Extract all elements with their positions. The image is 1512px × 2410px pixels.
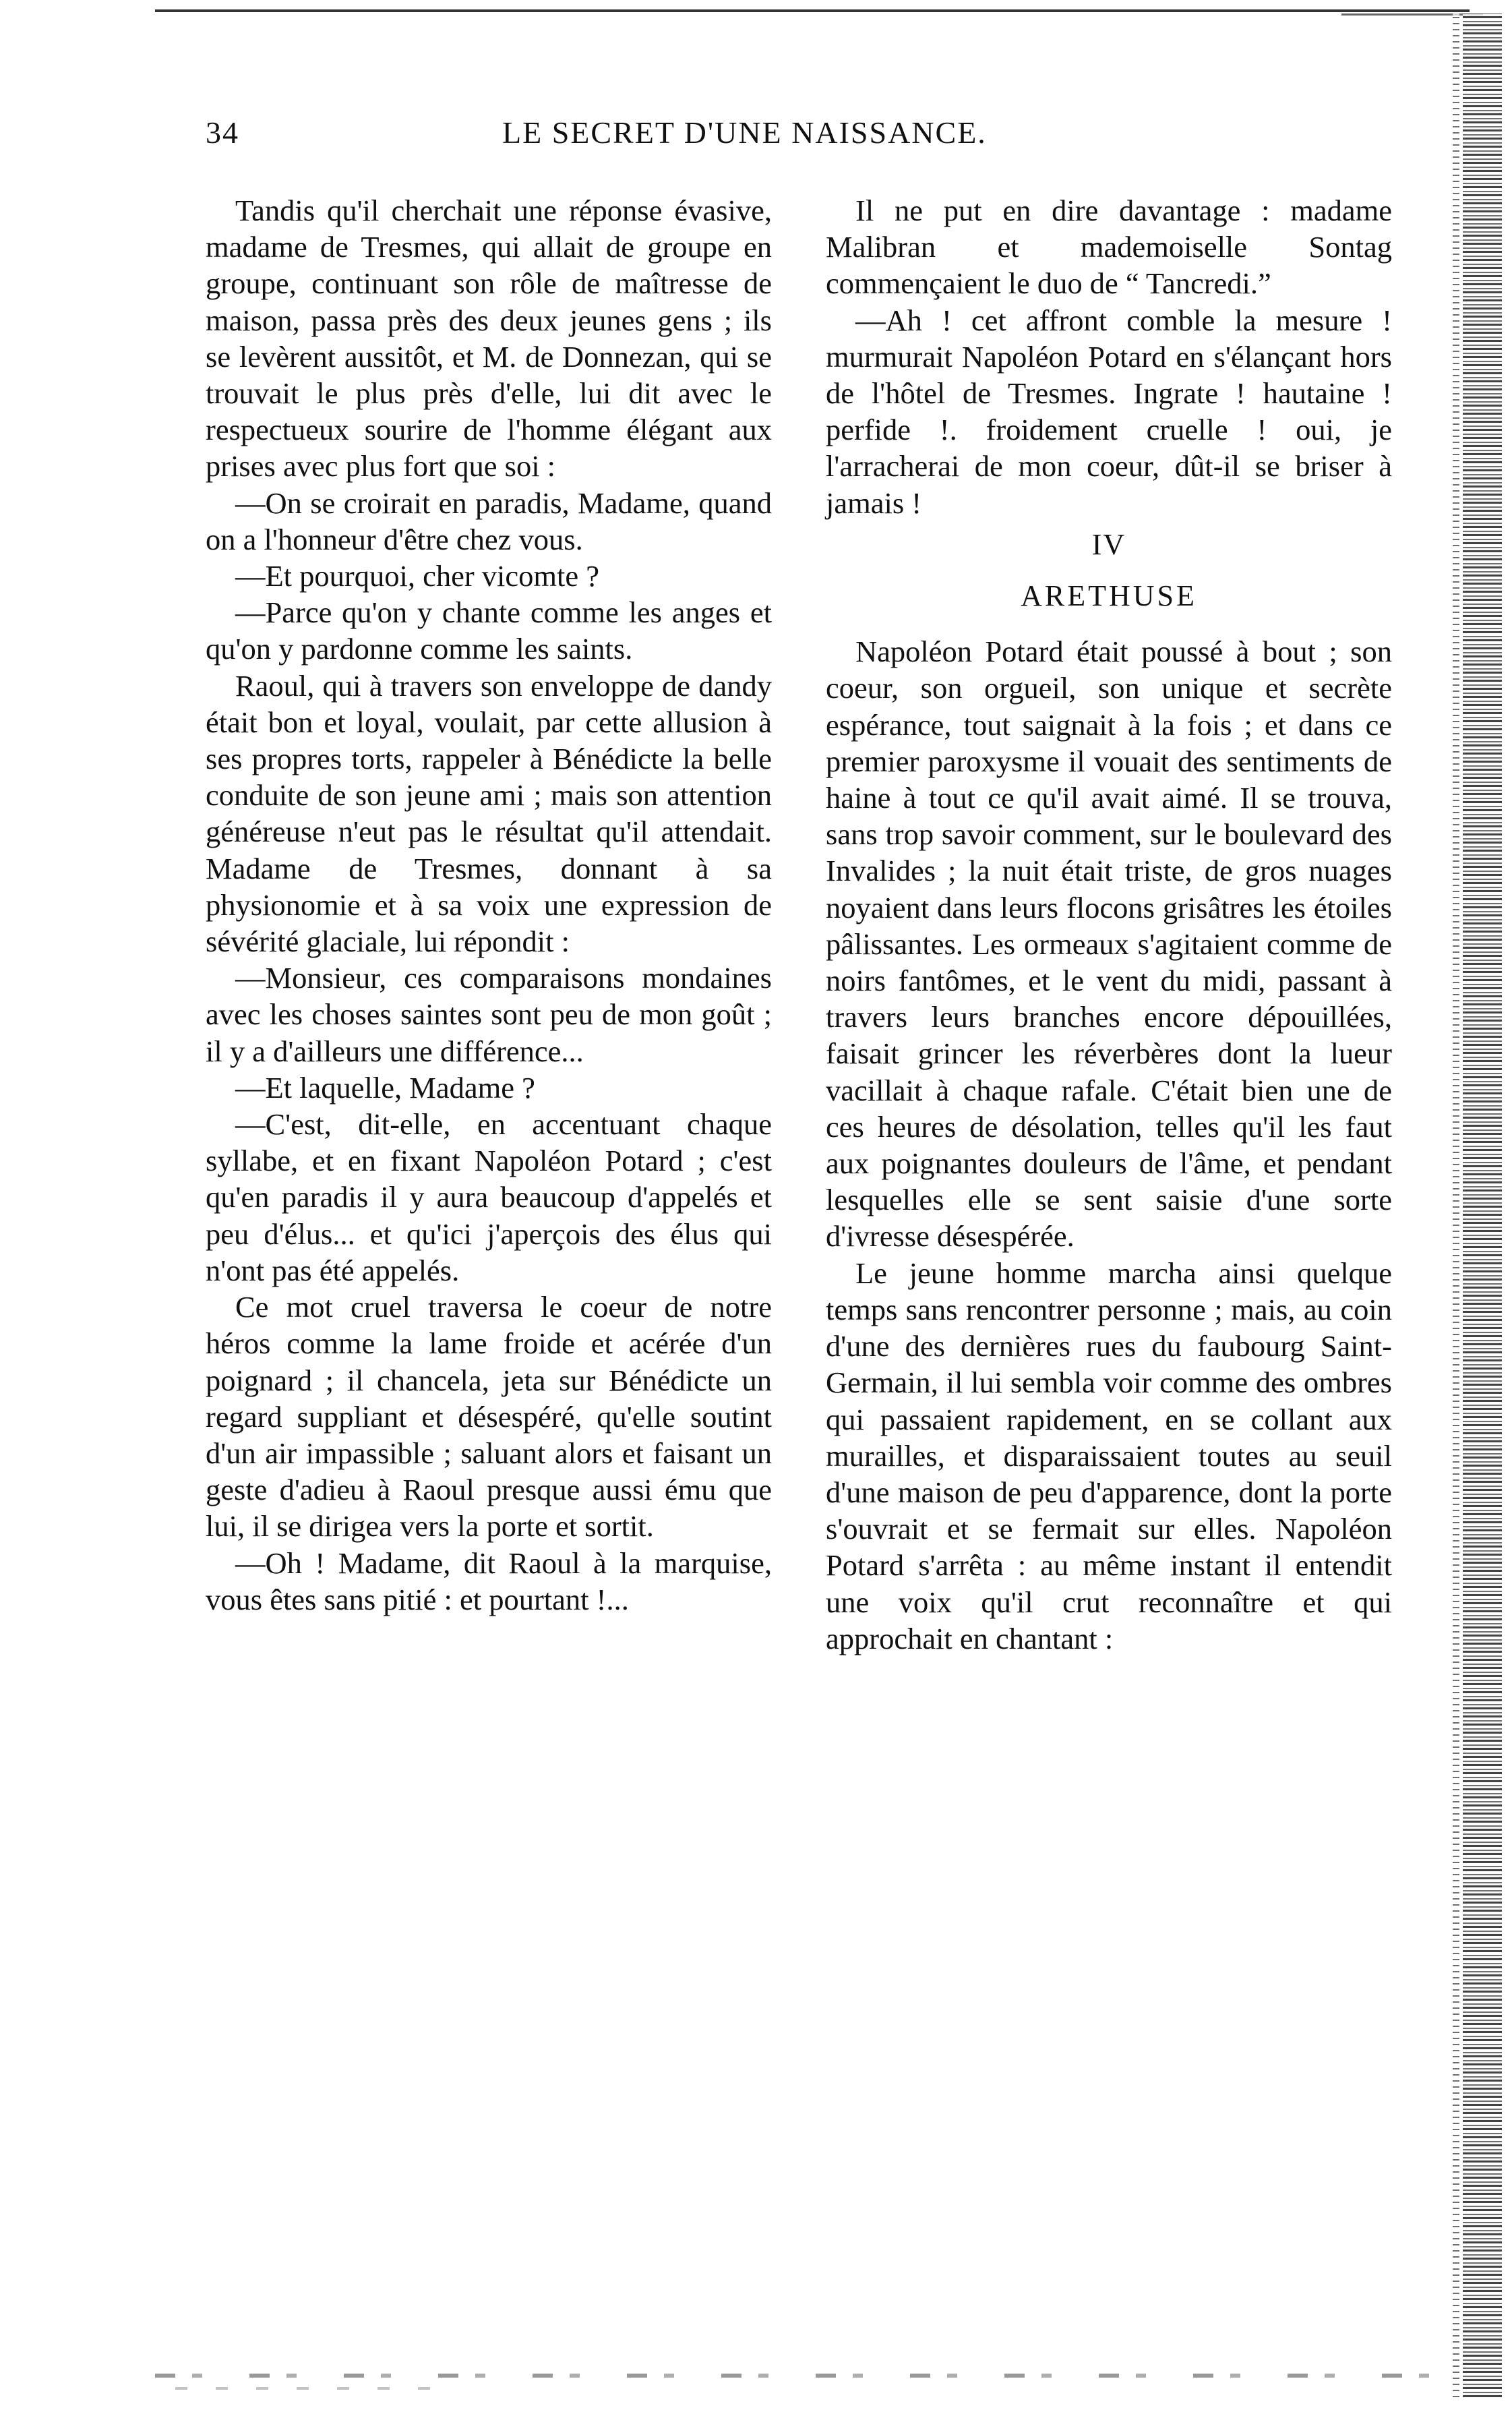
paragraph: —Et pourquoi, cher vicomte ?	[235, 559, 600, 593]
page-bottom-marks	[155, 2374, 1470, 2378]
paragraph: —C'est, dit-elle, en accentuant chaque syllabe, et en fixant Napoléon Potard ; c'est qu'en paradis il y aura beaucoup d'appelés et peu d'élus... et qu'ici j'aperçois des élus qui n'ont pas été appelés.	[206, 1107, 772, 1287]
paragraph: Raoul, qui à travers son enveloppe de dandy était bon et loyal, voulait, par cette allusion à ses propres torts, rappeler à Bénédicte la belle conduite de son jeune ami ; mais son attention généreuse n'eut pas le résultat qu'il attendait. Madame de Tresmes, donnant à sa physionomie et à sa voix une expression de sévérité glaciale, lui répondit :	[206, 668, 772, 959]
page-top-border-secondary	[1341, 13, 1483, 16]
page-bottom-marks-secondary	[175, 2387, 445, 2390]
page-header	[206, 115, 1041, 162]
paragraph: Le jeune homme marcha ainsi quelque temps sans rencontrer personne ; mais, au coin d'une des dernières rues du faubourg Saint-Germain, il lui sembla voir comme des ombres qui passaient rapidement, en se collant aux murailles, et disparaissaient toutes au seuil d'une maison de peu d'apparence, dont la porte s'ouvrait et se fermait sur elles. Napoléon Potard s'arrêta : au même instant il entendit une voix qu'il crut reconnaître et qui approchait en chantant :	[826, 1256, 1392, 1655]
page-top-border	[155, 9, 1470, 12]
paragraph: —Parce qu'on y chante comme les anges et qu'on y pardonne comme les saints.	[206, 595, 772, 666]
book-edge-shadow	[1453, 13, 1459, 2397]
paragraph: Tandis qu'il cherchait une réponse évasive, madame de Tresmes, qui allait de groupe en groupe, continuant son rôle de maîtresse de maison, passa près des deux jeunes gens ; ils se levèrent aussitôt, et M. de Donnezan, qui se trouvait le plus près d'elle, lui dit avec le respectueux sourire de l'homme élégant aux prises avec plus fort que soi :	[206, 194, 772, 483]
book-edge-strip	[1463, 13, 1502, 2397]
paragraph: Ce mot cruel traversa le coeur de notre héros comme la lame froide et acérée d'un poignard ; il chancela, jeta sur Bénédicte un regard suppliant et désespéré, qu'elle soutint d'un air impassible ; saluant alors et faisant un geste d'adieu à Raoul presque aussi ému que lui, il se dirigea vers la porte et sortit.	[206, 1290, 772, 1544]
chapter-number: IV	[1091, 527, 1126, 561]
left-column	[206, 192, 772, 1618]
paragraph: —On se croirait en paradis, Madame, quand on a l'honneur d'être chez vous.	[206, 486, 772, 556]
paragraph: Napoléon Potard était poussé à bout ; son coeur, son orgueil, son unique et secrète espérance, tout saignait à la fois ; et dans ce premier paroxysme il vouait des sentiments de haine à tout ce qu'il avait aimé. Il se trouva, sans trop savoir comment, sur le boulevard des Invalides ; la nuit était triste, de gros nuages noyaient dans leurs flocons grisâtres les étoiles pâlissantes. Les ormeaux s'agitaient comme de noirs fantômes, et le vent du midi, passant à travers leurs branches encore dépouillées, faisait grincer les réverbères dont la lueur vacillait à chaque rafale. C'était bien une de ces heures de désolation, telles qu'il les faut aux poignantes douleurs de l'âme, et pendant lesquelles elle se sent saisie d'une sorte d'ivresse désespérée.	[826, 635, 1392, 1254]
paragraph: —Ah ! cet affront comble la mesure ! murmurait Napoléon Potard en s'élançant hors de l'hôtel de Tresmes. Ingrate ! hautaine ! perfide !. froidement cruelle ! oui, je l'arracherai de mon coeur, dût-il se briser à jamais !	[826, 303, 1392, 520]
paragraph: —Monsieur, ces comparaisons mondaines avec les choses saintes sont peu de mon goût ; il y a d'ailleurs une différence...	[206, 961, 772, 1068]
paragraph: —Oh ! Madame, dit Raoul à la marquise, vous êtes sans pitié : et pourtant !...	[206, 1546, 772, 1616]
page-number: 34	[206, 115, 239, 150]
running-title: LE SECRET D'UNE NAISSANCE.	[502, 115, 987, 150]
chapter-title: ARETHUSE	[1021, 579, 1197, 613]
right-column	[826, 192, 1392, 1657]
paragraph: Il ne put en dire davantage : madame Malibran et mademoiselle Sontag commençaient le duo de “ Tancredi.”	[826, 194, 1392, 301]
paragraph: —Et laquelle, Madame ?	[235, 1070, 535, 1105]
